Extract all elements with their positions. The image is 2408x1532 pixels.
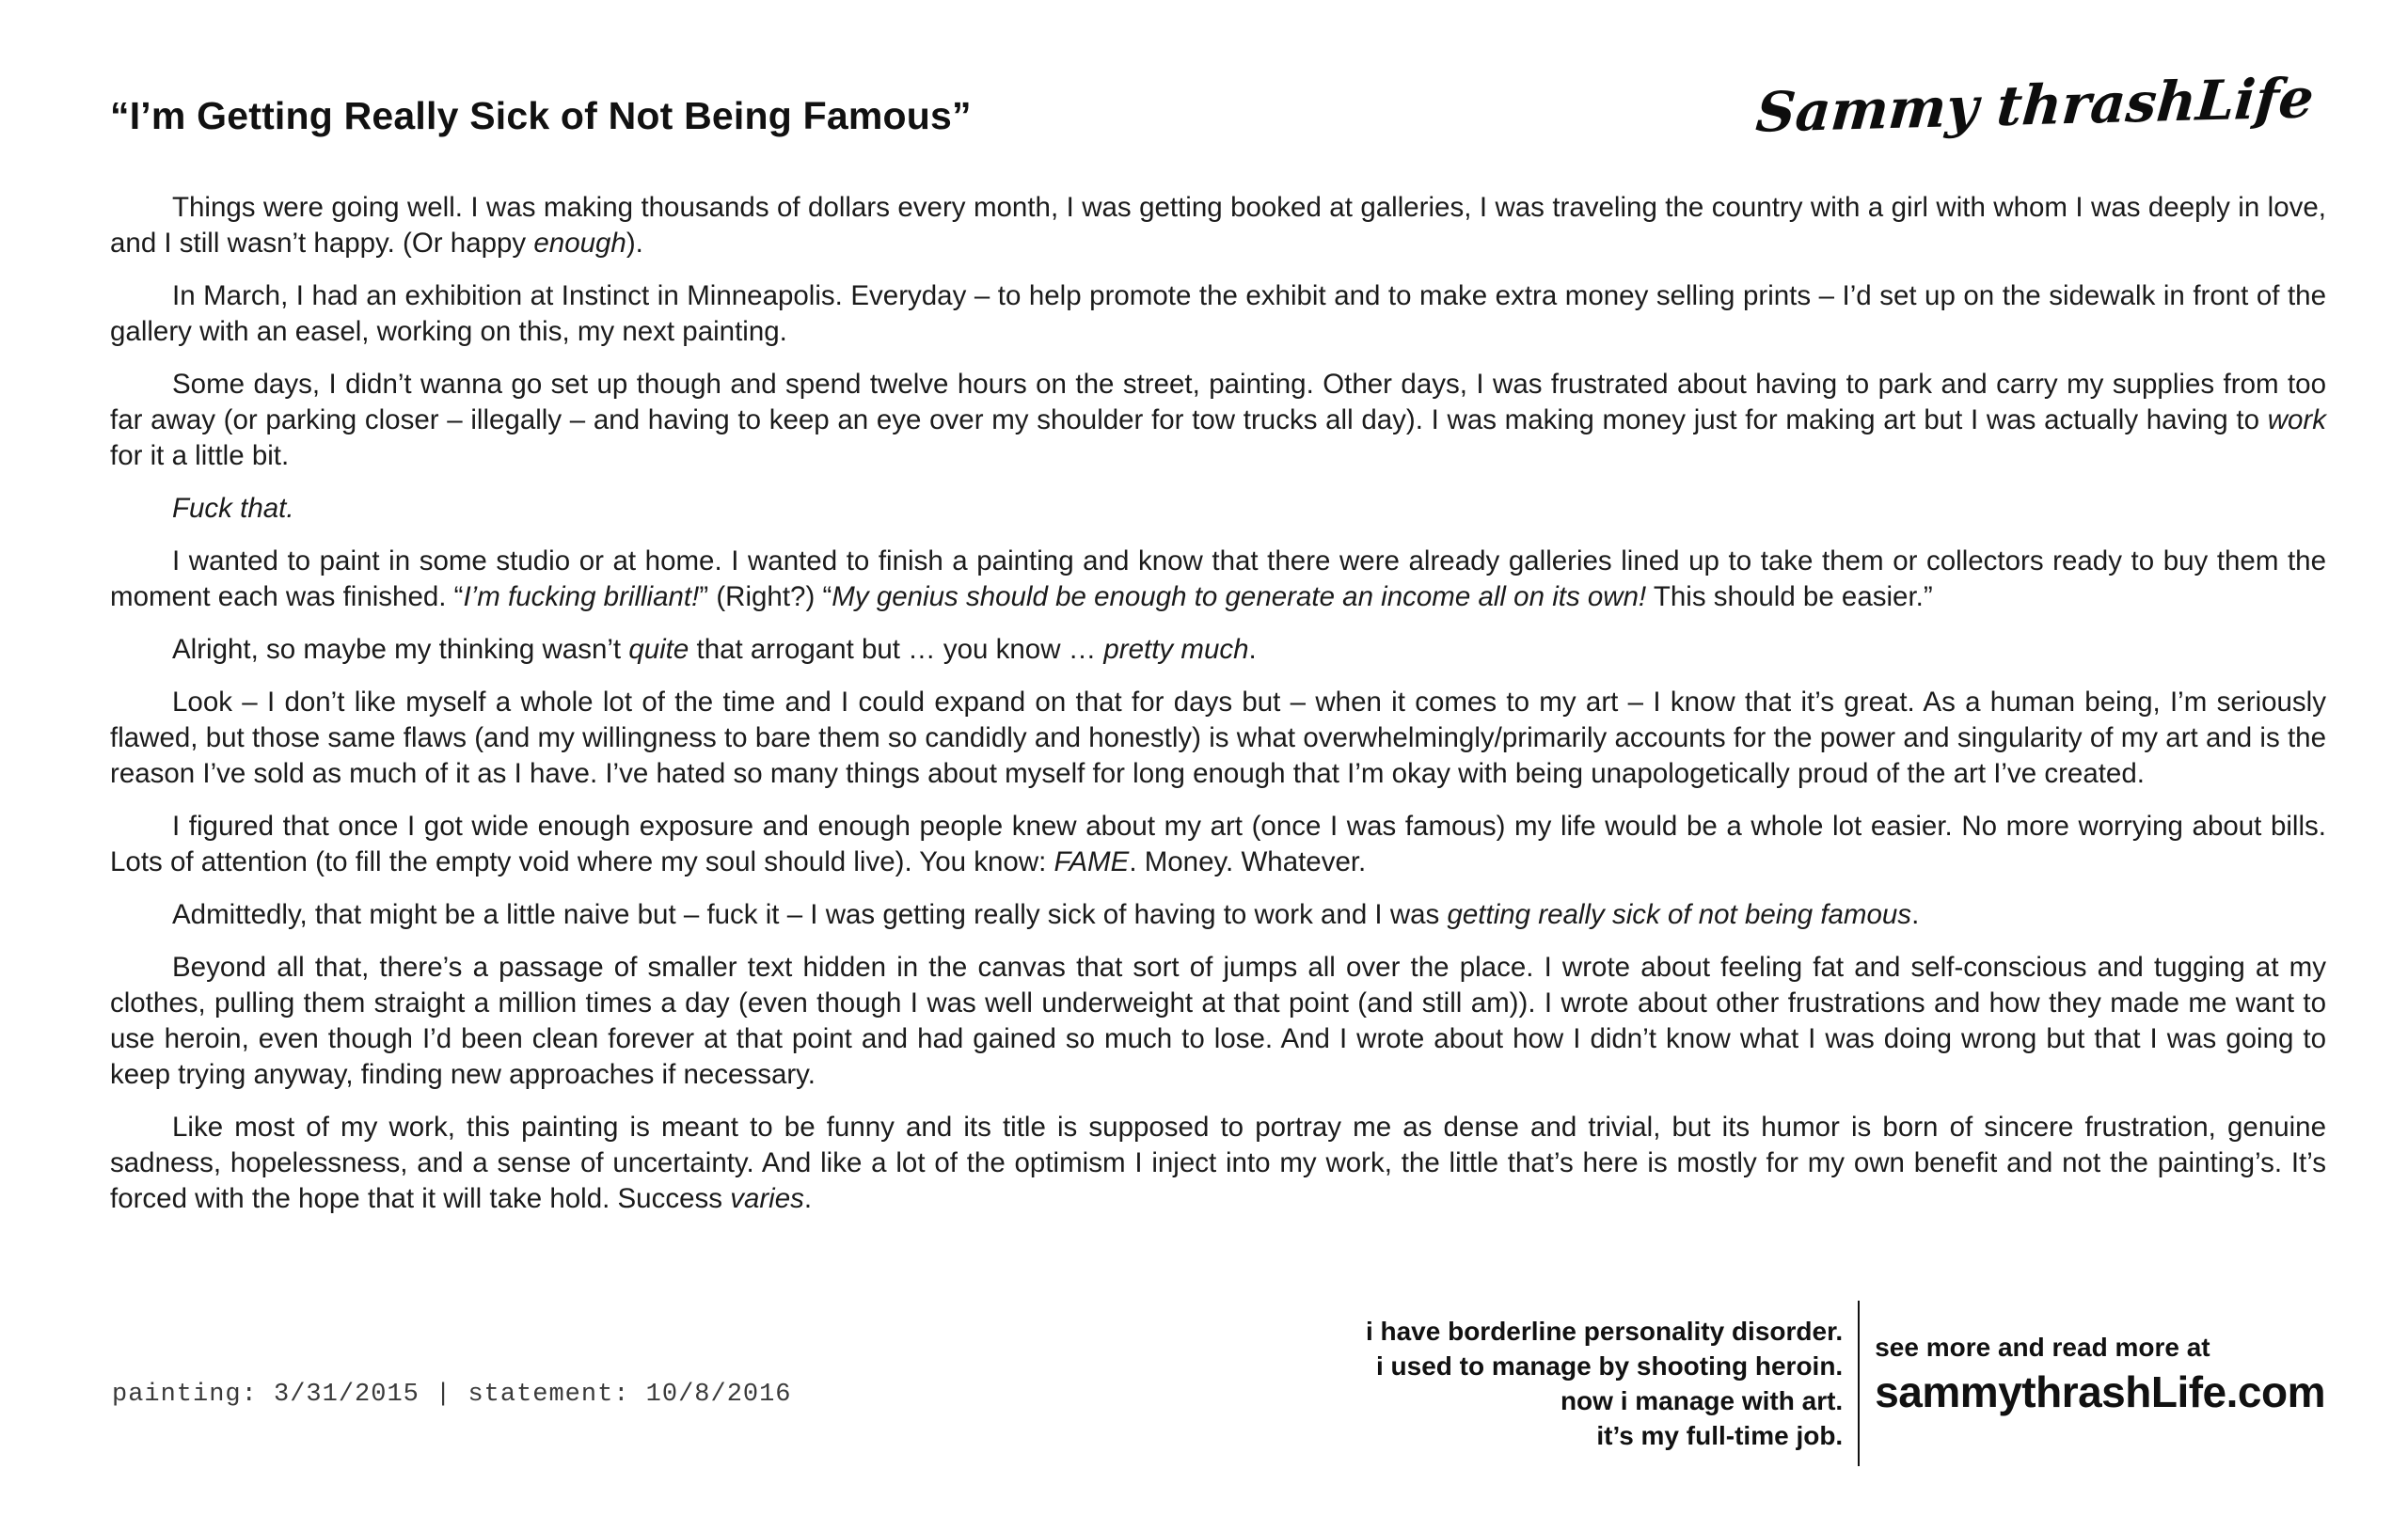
- statement-paragraph: Like most of my work, this painting is meant to be funny and its title is supposed to portray me as dense and trivial, but its humor is born of sincere frustration, genuine sadness, hopelessness, and a sense of uncertainty. And like a lot of the optimism I inject into my work, the little that’s here is mostly for my own benefit and not the painting’s. It’s forced with the hope that it will take hold. Success varies.: [110, 1112, 2326, 1214]
- statement-paragraph: Alright, so maybe my thinking wasn’t quite that arrogant but … you know … pretty much.: [172, 634, 1257, 665]
- promo-lead-text: see more and read more at: [1875, 1333, 2210, 1362]
- statement-paragraph: Things were going well. I was making thousands of dollars every month, I was getting booked at galleries, I was traveling the country with a girl with whom I was deeply in love, and I still wasn’t happy. (Or happy enough).: [110, 192, 2326, 259]
- artist-note: [1366, 1301, 2325, 1466]
- artist-signature: Sammy thrashLife: [1753, 66, 2317, 145]
- statement-paragraph: Look – I don’t like myself a whole lot of the time and I could expand on that for days but – when it comes to my art – I know that it’s great. As a human being, I’m seriously flawed, but those same flaws (and my willingness to bare them so candidly and honestly) is what overwhelmingly/primarily accounts for the power and singularity of my art and is the reason I’ve sold as much of it as I have. I’ve hated so many things about myself for long enough that I’m okay with being unapologetically proud of the art I’ve created.: [110, 687, 2326, 789]
- vertical-divider: [1858, 1301, 1860, 1466]
- artist-note-line: it’s my full-time job.: [1596, 1421, 1844, 1450]
- statement-body: [110, 190, 2326, 1234]
- statement-paragraph: Admittedly, that might be a little naive but – fuck it – I was getting really sick of having to work and I was getting really sick of not being famous.: [172, 899, 1920, 930]
- promo-block: [1875, 1301, 2325, 1466]
- statement-paragraph: I wanted to paint in some studio or at home. I wanted to finish a painting and know that there were already galleries lined up to take them or collectors ready to buy them the moment each was finished. “I’m fucking brilliant!” (Right?) “My genius should be enough to generate an income all on its own! This should be easier.”: [110, 545, 2326, 612]
- artist-note-line: i have borderline personality disorder.: [1365, 1317, 1844, 1346]
- statement-paragraph: Beyond all that, there’s a passage of smaller text hidden in the canvas that sort of jumps all over the place. I wrote about feeling fat and self-conscious and tugging at my clothes, pulling them straight a million times a day (even though I was well underweight at that point (and still am)). I wrote about other frustrations and how they made me want to use heroin, even though I’d been clean forever at that point and had gained so much to lose. And I wrote about how I didn’t know what I was doing wrong but that I was going to keep trying anyway, finding new approaches if necessary.: [110, 952, 2326, 1090]
- promo-website-text: sammythrashLife.com: [1875, 1367, 2325, 1416]
- page-title: “I’m Getting Really Sick of Not Being Famous”: [110, 94, 972, 137]
- artist-note-line: now i manage with art.: [1560, 1386, 1844, 1415]
- artist-note-line: i used to manage by shooting heroin.: [1375, 1351, 1844, 1381]
- artist-note-lines: [1366, 1301, 1843, 1466]
- statement-paragraph: In March, I had an exhibition at Instinct in Minneapolis. Everyday – to help promote the exhibit and to make extra money selling prints – I’d set up on the sidewalk in front of the gallery with an easel, working on this, my next painting.: [110, 280, 2326, 347]
- dates-line: painting: 3/31/2015 | statement: 10/8/2016: [112, 1381, 792, 1409]
- statement-paragraph: Some days, I didn’t wanna go set up though and spend twelve hours on the street, painting. Other days, I was frustrated about having to park and carry my supplies from too far away (or parking closer – illegally – and having to keep an eye over my shoulder for tow trucks all day). I was making money just for making art but I was actually having to work for it a little bit.: [110, 369, 2326, 471]
- statement-paragraph: I figured that once I got wide enough exposure and enough people knew about my art (once I was famous) my life would be a whole lot easier. No more worrying about bills. Lots of attention (to fill the empty void where my soul should live). You know: FAME. Money. Whatever.: [110, 811, 2326, 877]
- statement-paragraph: Fuck that.: [172, 493, 294, 524]
